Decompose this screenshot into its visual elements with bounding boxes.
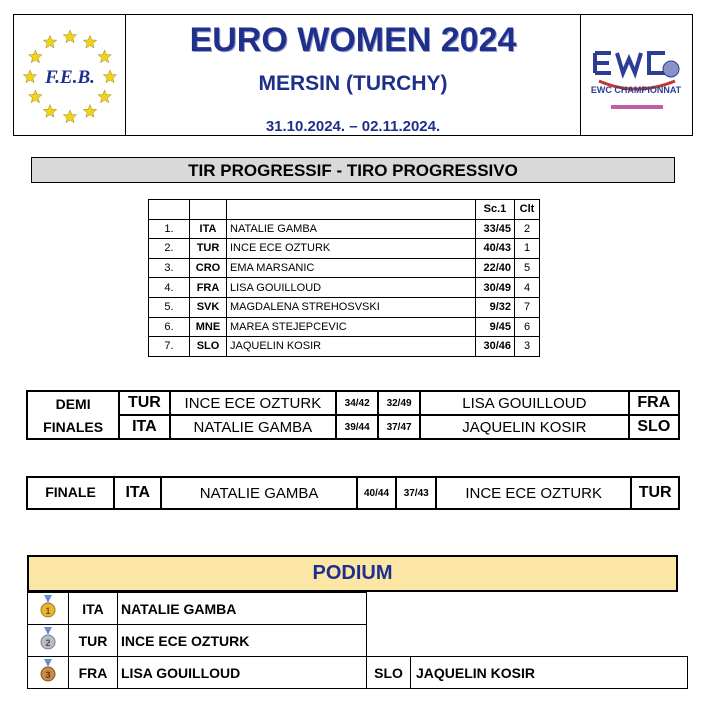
- star-icon: [98, 90, 111, 103]
- semifinal-label: FINALES: [27, 415, 119, 439]
- rank: 2.: [149, 239, 190, 259]
- nat-code: TUR: [631, 477, 679, 509]
- classement: 4: [515, 278, 540, 298]
- score: 9/45: [476, 317, 515, 337]
- score: 34/42: [336, 391, 378, 415]
- star-icon: [43, 105, 56, 118]
- header-blank: [149, 200, 190, 220]
- page-title: EURO WOMEN 2024: [189, 21, 517, 59]
- score: 40/43: [476, 239, 515, 259]
- score: 22/40: [476, 258, 515, 278]
- classement: 7: [515, 297, 540, 317]
- ewc-logo-cell: [580, 15, 692, 135]
- nat-code: ITA: [114, 477, 161, 509]
- score: 30/49: [476, 278, 515, 298]
- nat-code: TUR: [69, 625, 118, 657]
- final-label: FINALE: [27, 477, 114, 509]
- semifinal-table: [26, 390, 680, 440]
- nat-code: ITA: [190, 219, 227, 239]
- final-row: [27, 477, 679, 509]
- star-icon: [63, 110, 76, 123]
- podium-title: PODIUM: [27, 555, 678, 592]
- nat-code: TUR: [119, 391, 169, 415]
- player-name: NATALIE GAMBA: [227, 219, 476, 239]
- header-frame: [13, 14, 693, 136]
- player-name: MAREA STEJEPCEVIC: [227, 317, 476, 337]
- player-name: LISA GOUILLOUD: [118, 657, 367, 689]
- silver-medal-icon: [28, 625, 69, 657]
- player-name: JAQUELIN KOSIR: [420, 415, 629, 439]
- result-row: [149, 239, 540, 259]
- result-row: [149, 278, 540, 298]
- header-score: Sc.1: [476, 200, 515, 220]
- player-name: EMA MARSANIC: [227, 258, 476, 278]
- score: 39/44: [336, 415, 378, 439]
- score: 40/44: [357, 477, 397, 509]
- nat-code: FRA: [629, 391, 679, 415]
- rank: 7.: [149, 337, 190, 357]
- star-icon: [83, 35, 96, 48]
- result-row: [149, 297, 540, 317]
- ewc-logo-text: EWC CHAMPIONNAT: [590, 85, 682, 95]
- header-blank: [227, 200, 476, 220]
- semifinal-label: DEMI: [27, 391, 119, 415]
- star-icon: [29, 90, 42, 103]
- svg-text:1: 1: [45, 606, 51, 616]
- nat-code: FRA: [69, 657, 118, 689]
- classement: 1: [515, 239, 540, 259]
- player-name: LISA GOUILLOUD: [420, 391, 629, 415]
- player-name: INCE ECE OZTURK: [170, 391, 337, 415]
- svg-text:2: 2: [45, 638, 51, 648]
- star-icon: [103, 70, 116, 83]
- classement: 2: [515, 219, 540, 239]
- nat-code: CRO: [190, 258, 227, 278]
- feb-logo-cell: [14, 15, 126, 135]
- classement: 3: [515, 337, 540, 357]
- rank: 5.: [149, 297, 190, 317]
- star-icon: [83, 105, 96, 118]
- result-row: [149, 317, 540, 337]
- nat-code: MNE: [190, 317, 227, 337]
- star-icon: [63, 30, 76, 43]
- star-icon: [29, 50, 42, 63]
- nat-code: FRA: [190, 278, 227, 298]
- player-name: NATALIE GAMBA: [161, 477, 356, 509]
- score: 9/32: [476, 297, 515, 317]
- star-icon: [43, 35, 56, 48]
- result-row: [149, 219, 540, 239]
- player-name: LISA GOUILLOUD: [227, 278, 476, 298]
- nat-code: SLO: [367, 657, 411, 689]
- nat-code: SLO: [190, 337, 227, 357]
- section-title: TIR PROGRESSIF - TIRO PROGRESSIVO: [31, 157, 675, 183]
- rank: 3.: [149, 258, 190, 278]
- player-name: NATALIE GAMBA: [118, 593, 367, 625]
- nat-code: TUR: [190, 239, 227, 259]
- nat-code: SLO: [629, 415, 679, 439]
- result-row: [149, 337, 540, 357]
- nat-code: ITA: [119, 415, 169, 439]
- empty-cell: [367, 593, 688, 625]
- results-header-row: [149, 200, 540, 220]
- star-icon: [23, 70, 36, 83]
- score: 33/45: [476, 219, 515, 239]
- nat-code: ITA: [69, 593, 118, 625]
- player-name: MAGDALENA STREHOSVSKI: [227, 297, 476, 317]
- result-row: [149, 258, 540, 278]
- ewc-logo: [581, 15, 692, 135]
- player-name: INCE ECE OZTURK: [118, 625, 367, 657]
- player-name: NATALIE GAMBA: [170, 415, 337, 439]
- semifinal-row: [27, 415, 679, 439]
- header-cl: Clt: [515, 200, 540, 220]
- star-icon: [98, 50, 111, 63]
- player-name: JAQUELIN KOSIR: [411, 657, 688, 689]
- feb-logo-text: F.E.B.: [45, 67, 95, 88]
- page-subtitle: MERSIN (TURCHY): [258, 72, 448, 95]
- semifinal-row: [27, 391, 679, 415]
- player-name: INCE ECE OZTURK: [227, 239, 476, 259]
- empty-cell: [367, 625, 688, 657]
- classement: 5: [515, 258, 540, 278]
- final-table: [26, 476, 680, 510]
- feb-logo: [14, 15, 125, 135]
- results-table: [148, 199, 540, 357]
- rank: 4.: [149, 278, 190, 298]
- bronze-medal-icon: [28, 657, 69, 689]
- podium-row-1: [28, 593, 688, 625]
- nat-code: SVK: [190, 297, 227, 317]
- rank: 1.: [149, 219, 190, 239]
- gold-medal-icon: [28, 593, 69, 625]
- event-dates: 31.10.2024. – 02.11.2024.: [265, 118, 441, 135]
- classement: 6: [515, 317, 540, 337]
- score: 30/46: [476, 337, 515, 357]
- header-blank: [190, 200, 227, 220]
- podium-row-2: [28, 625, 688, 657]
- score: 37/43: [396, 477, 436, 509]
- podium-row-3: [28, 657, 688, 689]
- svg-text:3: 3: [45, 670, 51, 680]
- score: 32/49: [378, 391, 420, 415]
- player-name: JAQUELIN KOSIR: [227, 337, 476, 357]
- score: 37/47: [378, 415, 420, 439]
- podium-table: [27, 592, 688, 689]
- player-name: INCE ECE OZTURK: [436, 477, 631, 509]
- rank: 6.: [149, 317, 190, 337]
